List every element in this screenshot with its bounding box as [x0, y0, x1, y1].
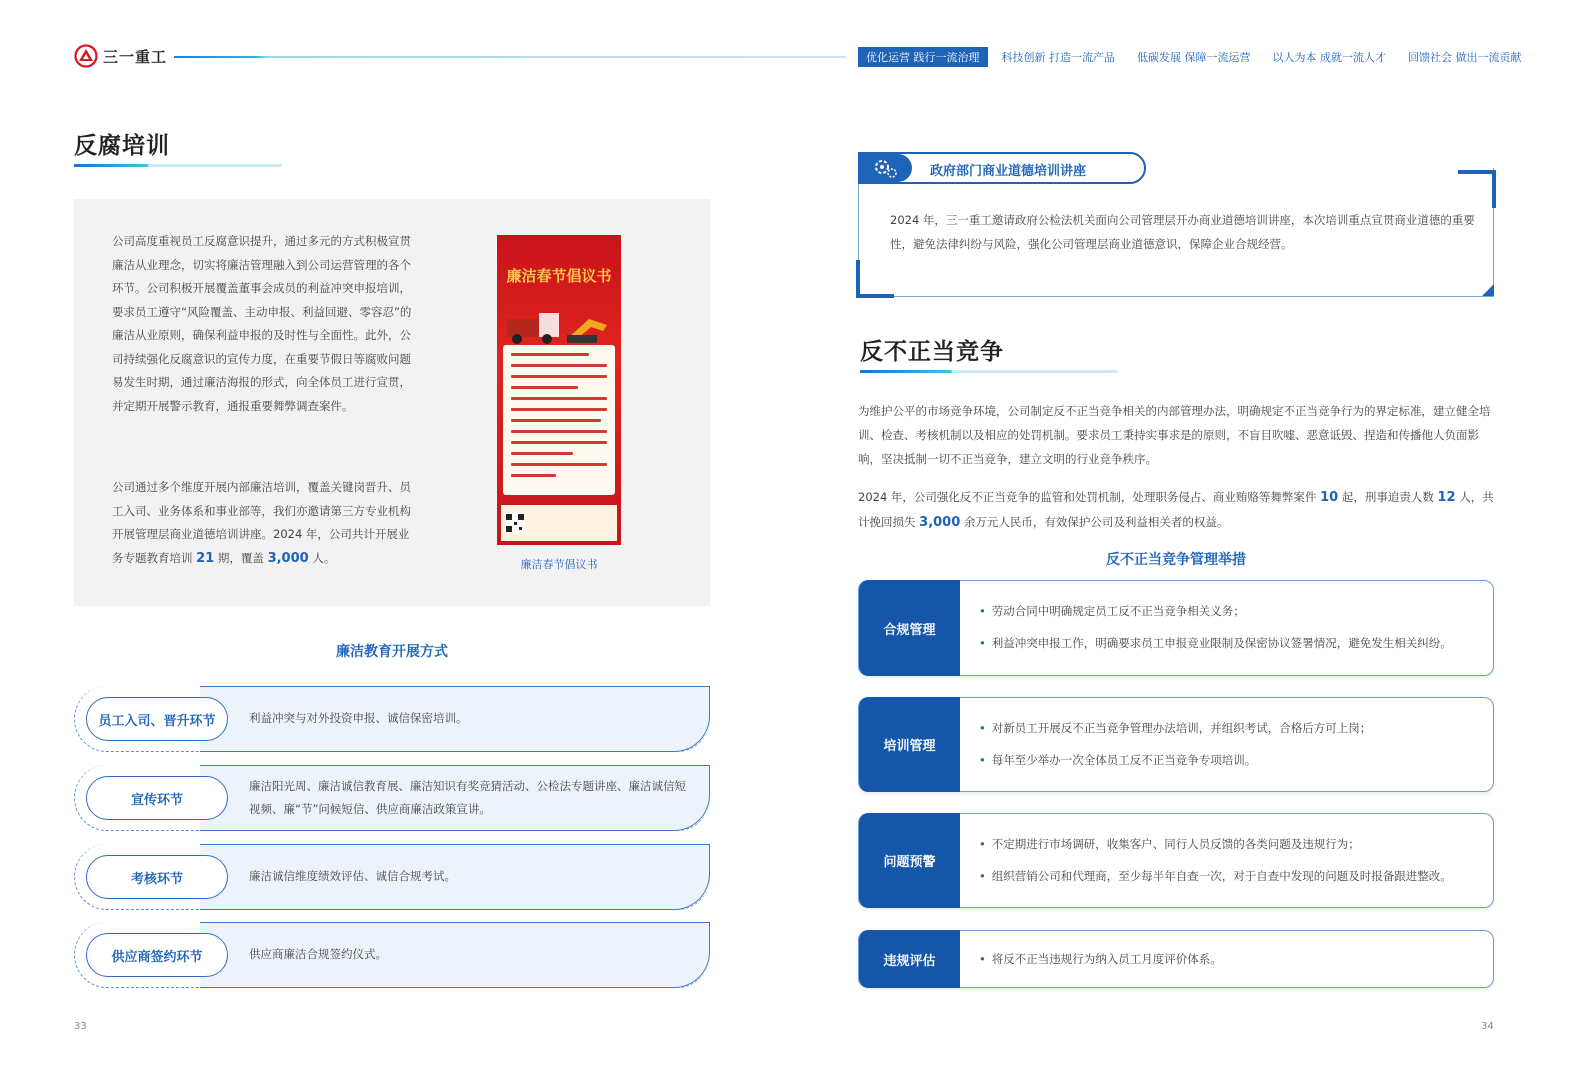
brand-name: 三一重工 — [103, 47, 168, 66]
title-underline — [74, 164, 282, 167]
measure-row — [858, 813, 1494, 908]
measure-item: • 每年至少举办一次全体员工反不正当竞争专项培训。 — [979, 744, 1477, 776]
measure-items — [979, 595, 1477, 659]
measure-item: • 对新员工开展反不正当竞争管理办法培训，并组织考试，合格后方可上岗； — [979, 712, 1477, 744]
frame-corner — [1458, 170, 1496, 174]
measure-label: 培训管理 — [859, 697, 960, 792]
education-row — [74, 922, 710, 988]
anti-corruption-paragraph-2 — [112, 476, 412, 570]
poster-footer — [501, 505, 617, 541]
trained-people-count: 3,000 — [267, 550, 309, 566]
gov-box-tab — [858, 152, 1146, 184]
row-label: 宣传环节 — [86, 776, 228, 820]
para2-text-d: 余万元人民币，有效保护公司及利益相关者的权益。 — [960, 515, 1229, 529]
frame-corner — [1482, 284, 1494, 296]
measure-item: • 劳动合同中明确规定员工反不正当竞争相关义务； — [979, 595, 1477, 627]
frame-corner — [856, 294, 894, 298]
measure-row — [858, 580, 1494, 676]
row-label: 考核环节 — [86, 855, 228, 899]
para2-text-b: 起，刑事追责人数 — [1338, 490, 1438, 504]
measure-label: 违规评估 — [859, 930, 960, 988]
row-text: 供应商廉洁合规签约仪式。 — [249, 947, 387, 961]
gov-lecture-title: 政府部门商业道德培训讲座 — [930, 164, 1087, 179]
nav-item-people[interactable]: 以人为本 成就一流人才 — [1272, 51, 1386, 64]
education-row — [74, 765, 710, 831]
measure-item: • 不定期进行市场调研，收集客户、同行人员反馈的各类问题及违规行为； — [979, 828, 1477, 860]
measure-items — [979, 943, 1477, 975]
row-label: 员工入司、晋升环节 — [86, 697, 228, 741]
measure-row — [858, 930, 1494, 988]
measure-item: • 利益冲突申报工作，明确要求员工申报竞业限制及保密协议签署情况，避免发生相关纠纷。 — [979, 627, 1477, 659]
gov-lecture-text: 2024 年，三一重工邀请政府公检法机关面向公司管理层开办商业道德培训讲座，本次培训重点宣贯商业道德的重要性，避免法律纠纷与风险，强化公司管理层商业道德意识，保障企业合规经营。 — [890, 213, 1475, 251]
page-header — [0, 0, 1587, 90]
row-text: 廉洁诚信维度绩效评估、诚信合规考试。 — [249, 869, 456, 883]
measure-item: • 将反不正当违规行为纳入员工月度评价体系。 — [979, 943, 1477, 975]
header-rule — [174, 56, 846, 58]
truck-excavator-illustration — [503, 307, 615, 345]
nav-item-governance[interactable]: 优化运营 践行一流治理 — [858, 47, 988, 67]
integrity-poster-image — [497, 235, 621, 545]
measure-items — [979, 712, 1477, 776]
measure-row — [858, 697, 1494, 792]
page-number-left: 33 — [74, 1021, 87, 1032]
row-text: 廉洁阳光周、廉洁诚信教育展、廉洁知识有奖竞猜活动、公检法专题讲座、廉洁诚信短视频、廉“节”问候短信、供应商廉洁政策宣讲。 — [249, 779, 686, 816]
section-title-anti-corruption: 反腐培训 — [74, 133, 170, 159]
anti-corruption-paragraph-1: 公司高度重视员工反腐意识提升，通过多元的方式积极宣贯廉洁从业理念，切实将廉洁管理融入到公司运营管理的各个环节。公司积极开展覆盖董事会成员的利益冲突申报培训，要求员工遵守“风险覆盖、主动申报、利益回避、零容忍”的廉洁从业原则，确保利益申报的及时性与全面性。此外，公司持续强化反腐意识的宣传力度，在重要节假日等腐败问题易发生时期，通过廉洁海报的形式，向全体员工进行宣贯，并定期开展警示教育，通报重要舞弊调查案件。 — [112, 234, 412, 413]
gears-icon — [860, 154, 912, 182]
measure-item: • 组织营销公司和代理商，至少每半年自查一次，对于自查中发现的问题及时报备跟进整改。 — [979, 860, 1477, 892]
chapter-nav — [858, 47, 1536, 67]
nav-item-society[interactable]: 回馈社会 做出一流贡献 — [1408, 51, 1522, 64]
gov-lecture-box — [858, 152, 1494, 297]
unfair-competition-paragraph-2 — [858, 485, 1494, 535]
education-row — [74, 686, 710, 752]
measure-label: 合规管理 — [859, 580, 960, 676]
para2-text-b: 期，覆盖 — [214, 550, 268, 565]
para2-text-a: 2024 年，公司强化反不正当竞争的监管和处罚机制，处理职务侵占、商业贿赂等舞弊案件 — [858, 490, 1321, 504]
para2-text-c: 人，共计挽回损失 — [858, 490, 1494, 529]
brand-logo — [74, 44, 167, 68]
measure-label: 问题预警 — [859, 813, 960, 908]
section-title-unfair-competition: 反不正当竞争 — [860, 339, 1004, 365]
training-sessions-count: 21 — [196, 550, 215, 566]
nav-item-low-carbon[interactable]: 低碳发展 保障一流运营 — [1137, 51, 1251, 64]
sany-logo-icon — [74, 44, 98, 68]
frame-corner — [856, 260, 860, 298]
integrity-education-heading: 廉洁教育开展方式 — [336, 644, 448, 660]
row-label: 供应商签约环节 — [86, 933, 228, 977]
recovered-losses-amount: 3,000 — [919, 515, 961, 530]
measure-items — [979, 828, 1477, 892]
criminal-accountability-count: 12 — [1437, 490, 1456, 505]
frame-corner — [1492, 170, 1496, 208]
nav-item-innovation[interactable]: 科技创新 打造一流产品 — [1001, 51, 1115, 64]
title-underline — [860, 370, 1118, 373]
poster-title: 廉洁春节倡议书 — [506, 267, 612, 285]
para2-text-a: 公司通过多个维度开展内部廉洁培训，覆盖关键岗晋升、员工入司、业务体系和事业部等，我们亦邀请第三方专业机构开展管理层商业道德培训讲座。2024 年，公司共计开展业务专题教育培训 — [112, 480, 411, 565]
page-number-right: 34 — [1481, 1021, 1494, 1032]
measures-heading: 反不正当竞争管理举措 — [1106, 552, 1246, 568]
row-text: 利益冲突与对外投资申报、诚信保密培训。 — [249, 711, 468, 725]
education-row — [74, 844, 710, 910]
unfair-competition-paragraph-1: 为维护公平的市场竞争环境，公司制定反不正当竞争相关的内部管理办法，明确规定不正当竞争行为的界定标准，建立健全培训、检查、考核机制以及相应的处罚机制。要求员工秉持实事求是的原则，不盲目吹嘘、恶意诋毁、捏造和传播他人负面影响，坚决抵制一切不正当竞争，建立文明的行业竞争秩序。 — [858, 404, 1491, 466]
poster-caption: 廉洁春节倡议书 — [520, 558, 598, 571]
poster-text-card — [503, 345, 615, 495]
qr-code-icon — [505, 513, 525, 533]
para2-text-c: 人。 — [308, 550, 336, 565]
fraud-cases-count: 10 — [1320, 490, 1339, 505]
